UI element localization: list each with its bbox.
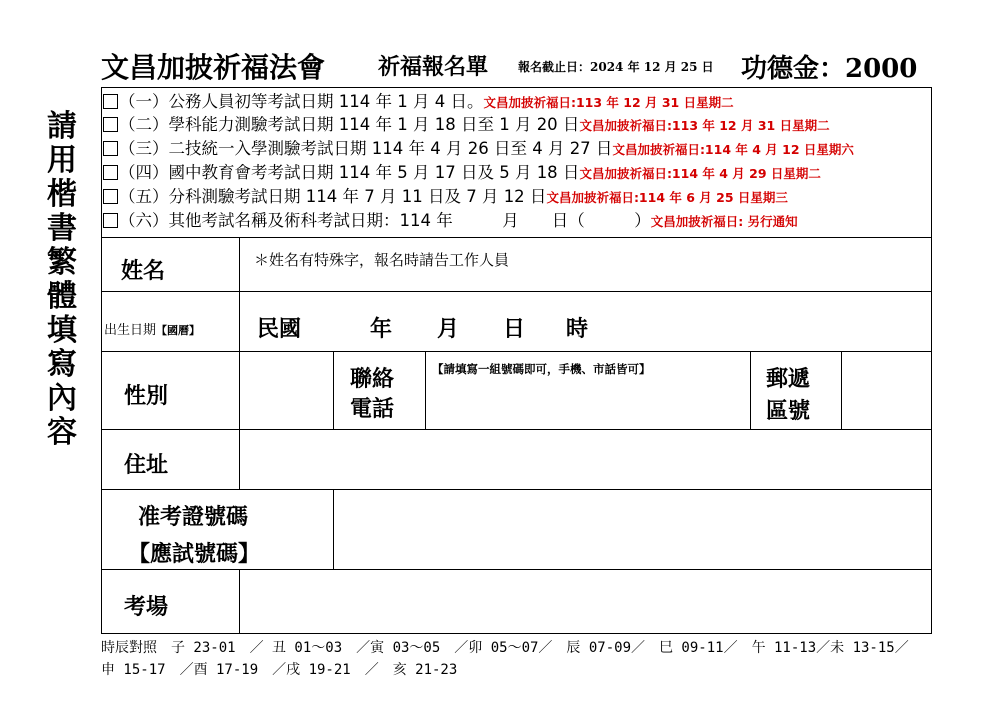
grid-line — [425, 351, 426, 429]
grid-line — [239, 569, 240, 634]
grid-line — [841, 351, 842, 429]
exam-prayer-date: 文昌加披祈福日:113 年 12 月 31 日星期二 — [579, 118, 830, 133]
exam-option-4[interactable] — [103, 161, 821, 184]
side-instruction-char: 體 — [47, 279, 77, 314]
exam-label: （五）分科測驗考試日期 114 年 7 月 11 日及 7 月 12 日 — [119, 187, 547, 206]
birth-year-label: 年 — [370, 317, 393, 342]
birth-month-label: 月 — [437, 317, 460, 342]
side-instruction-char: 填 — [47, 313, 77, 348]
phone-label-line2: 電話 — [350, 397, 395, 422]
checkbox-icon[interactable] — [103, 141, 118, 156]
address-label: 住址 — [124, 453, 169, 478]
exam-label: （三）二技統一入學測驗考試日期 114 年 4 月 26 日至 4 月 27 日 — [119, 139, 613, 158]
address-field[interactable] — [241, 431, 931, 488]
birth-day-label: 日 — [503, 317, 526, 342]
side-instruction-char: 請 — [47, 109, 77, 144]
side-instruction-char: 內 — [47, 381, 77, 416]
side-instruction-char: 書 — [47, 211, 77, 246]
checkbox-icon[interactable] — [103, 117, 118, 132]
zip-label-line1: 郵遞 — [766, 367, 811, 392]
zip-label-line2: 區號 — [766, 399, 811, 424]
phone-label-line1: 聯絡 — [350, 367, 395, 392]
grid-line — [101, 489, 932, 490]
grid-line — [333, 489, 334, 569]
checkbox-icon[interactable] — [103, 94, 118, 109]
grid-line — [101, 237, 932, 238]
exam-option-5[interactable] — [103, 185, 788, 208]
birth-calendar-type: 【國曆】 — [156, 324, 201, 337]
grid-line — [239, 237, 240, 489]
exam-prayer-date: 文昌加披祈福日:114 年 6 月 25 日星期三 — [546, 190, 788, 205]
side-instruction — [44, 110, 80, 450]
side-instruction-char: 容 — [47, 415, 77, 450]
side-instruction-char: 楷 — [47, 177, 77, 212]
checkbox-icon[interactable] — [103, 213, 118, 228]
exam-label: （一）公務人員初等考試日期 114 年 1 月 4 日。 — [119, 92, 484, 111]
hour-reference-line1: 時辰對照 子 23-01 ／ 丑 01～03 ／寅 03～05 ／卯 05～07／ 辰 07-09／ 巳 09-11／ 午 11-13／未 13-15／ — [101, 640, 909, 656]
grid-line — [101, 291, 932, 292]
exam-prayer-date: 文昌加披祈福日:113 年 12 月 31 日星期二 — [483, 95, 734, 110]
exam-label: （六）其他考試名稱及術科考試日期：114 年 月 日（ ） — [119, 211, 651, 230]
phone-hint: 【請填寫一組號碼即可，手機、市話皆可】 — [432, 362, 651, 376]
name-label: 姓名 — [121, 259, 166, 284]
exam-option-2[interactable] — [103, 113, 830, 136]
exam-option-6[interactable] — [103, 209, 798, 232]
zip-code-field[interactable] — [843, 353, 931, 428]
exam-prayer-date: 文昌加披祈福日:114 年 4 月 29 日星期二 — [579, 166, 821, 181]
page-title: 文昌加披祈福法會 — [101, 51, 326, 84]
exam-prayer-date: 文昌加披祈福日: 另行通知 — [650, 214, 798, 229]
birth-label: 出生日期【國曆】 — [104, 323, 201, 338]
venue-label: 考場 — [124, 595, 169, 620]
deadline-text: 報名截止日：2024 年 12 月 25 日 — [518, 60, 714, 74]
birth-hour-label: 時 — [566, 317, 589, 342]
grid-line — [101, 351, 932, 352]
merit-fee: 功德金：2000 — [741, 54, 918, 84]
birth-era: 民國 — [257, 317, 302, 342]
admission-label-alt: 【應試號碼】 — [128, 542, 261, 567]
side-instruction-char: 用 — [47, 143, 77, 178]
gender-label: 性別 — [124, 384, 169, 409]
grid-line — [333, 351, 334, 429]
checkbox-icon[interactable] — [103, 165, 118, 180]
exam-prayer-date: 文昌加披祈福日:114 年 4 月 12 日星期六 — [612, 142, 854, 157]
checkbox-icon[interactable] — [103, 189, 118, 204]
header — [101, 46, 941, 86]
side-instruction-char: 繁 — [47, 245, 77, 280]
exam-option-3[interactable] — [103, 137, 854, 160]
admission-label: 准考證號碼 — [138, 505, 249, 530]
exam-option-1[interactable] — [103, 90, 734, 113]
grid-line — [101, 569, 932, 570]
page-subtitle: 祈福報名單 — [378, 54, 489, 80]
hour-reference — [101, 637, 909, 681]
exam-label: （四）國中教育會考考試日期 114 年 5 月 17 日及 5 月 18 日 — [119, 163, 580, 182]
side-instruction-char: 寫 — [47, 347, 77, 382]
hour-reference-line2: 申 15-17 ／酉 17-19 ／戌 19-21 ／ 亥 21-23 — [101, 662, 458, 678]
admission-number-field[interactable] — [335, 491, 931, 568]
name-hint: ＊姓名有特殊字，報名時請告工作人員 — [254, 251, 510, 269]
exam-list — [101, 89, 932, 237]
venue-field[interactable] — [241, 571, 931, 633]
grid-line — [101, 429, 932, 430]
gender-field[interactable] — [241, 353, 332, 428]
exam-label: （二）學科能力測驗考試日期 114 年 1 月 18 日至 1 月 20 日 — [119, 115, 580, 134]
grid-line — [750, 351, 751, 429]
